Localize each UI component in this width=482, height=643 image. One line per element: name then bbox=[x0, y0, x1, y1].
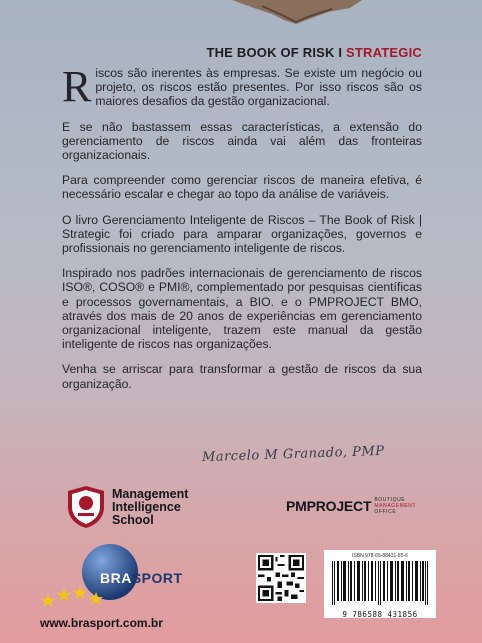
series-prefix: THE BOOK OF RISK I bbox=[206, 45, 347, 60]
publisher-url[interactable]: www.brasport.com.br bbox=[40, 616, 163, 630]
pmp-sub-1: BOUTIQUE bbox=[374, 497, 406, 503]
isbn-barcode bbox=[324, 550, 436, 618]
paragraph-6: Venha se arriscar para transformar a gestão de riscos da sua organização. bbox=[62, 362, 422, 391]
management-intelligence-school-logo bbox=[66, 485, 188, 529]
book-series-title bbox=[206, 45, 422, 60]
mis-line-1: Management bbox=[112, 486, 189, 501]
brasport-part-a: BRA bbox=[100, 570, 132, 586]
pmproject-subtitle bbox=[374, 497, 416, 515]
brasport-part-b: SPORT bbox=[131, 570, 183, 586]
paragraph-2: E se não bastassem essas características, a extensão do gerenciamento de riscos ainda vai além das fronteiras organizacionais. bbox=[62, 119, 422, 163]
series-accent: STRATEGIC bbox=[346, 45, 422, 60]
paragraph-1-text: iscos são inerentes às empresas. Se existe um negócio ou projeto, os riscos estão presentes. Por isso riscos são os maiores desafios da gestão organizacional. bbox=[95, 66, 422, 109]
qr-code-icon[interactable] bbox=[256, 553, 306, 603]
paragraph-5: Inspirado nos padrões internacionais de gerenciamento de riscos ISO®, COSO® e PMI®, complementado por pesquisas científicas e processos governamentais, a BIO. e o PMPROJECT BMO, através dos mais de 20 anos de experiências em gerenciamento organizacional inteligente, trazem este manual da gestão inteligente de riscos nas organizações. bbox=[62, 266, 422, 352]
mis-line-2: Intelligence bbox=[112, 499, 181, 514]
back-cover-text bbox=[62, 62, 422, 402]
rock-climber-image bbox=[232, 0, 362, 26]
pmproject-logo bbox=[286, 497, 416, 515]
mis-shield-icon bbox=[66, 485, 106, 529]
pmp-sub-3: OFFICE bbox=[374, 509, 397, 515]
pmp-sub-2: MANAGEMENT bbox=[374, 503, 417, 509]
barcode-icon bbox=[328, 561, 432, 605]
pmproject-name: PMPROJECT bbox=[286, 498, 372, 514]
paragraph-1 bbox=[62, 62, 422, 111]
ean-number: 9 786588 431856 bbox=[342, 610, 418, 619]
brasport-wordmark bbox=[100, 570, 183, 586]
paragraph-3: Para compreender como gerenciar riscos de maneira efetiva, é necessário escalar e chegar ao topo da análise de variáveis. bbox=[62, 173, 422, 202]
mis-line-3: School bbox=[112, 512, 154, 527]
author-signature: Marcelo M Granado, PMP bbox=[201, 443, 385, 466]
drop-cap: R bbox=[62, 62, 92, 111]
paragraph-4: O livro Gerenciamento Inteligente de Riscos – The Book of Risk | Strategic foi criado para amparar organizações, governos e profissionais no gerenciamento inteligente de riscos. bbox=[62, 212, 422, 256]
isbn-text: ISBN 978-65-88431-85-6 bbox=[352, 553, 408, 559]
